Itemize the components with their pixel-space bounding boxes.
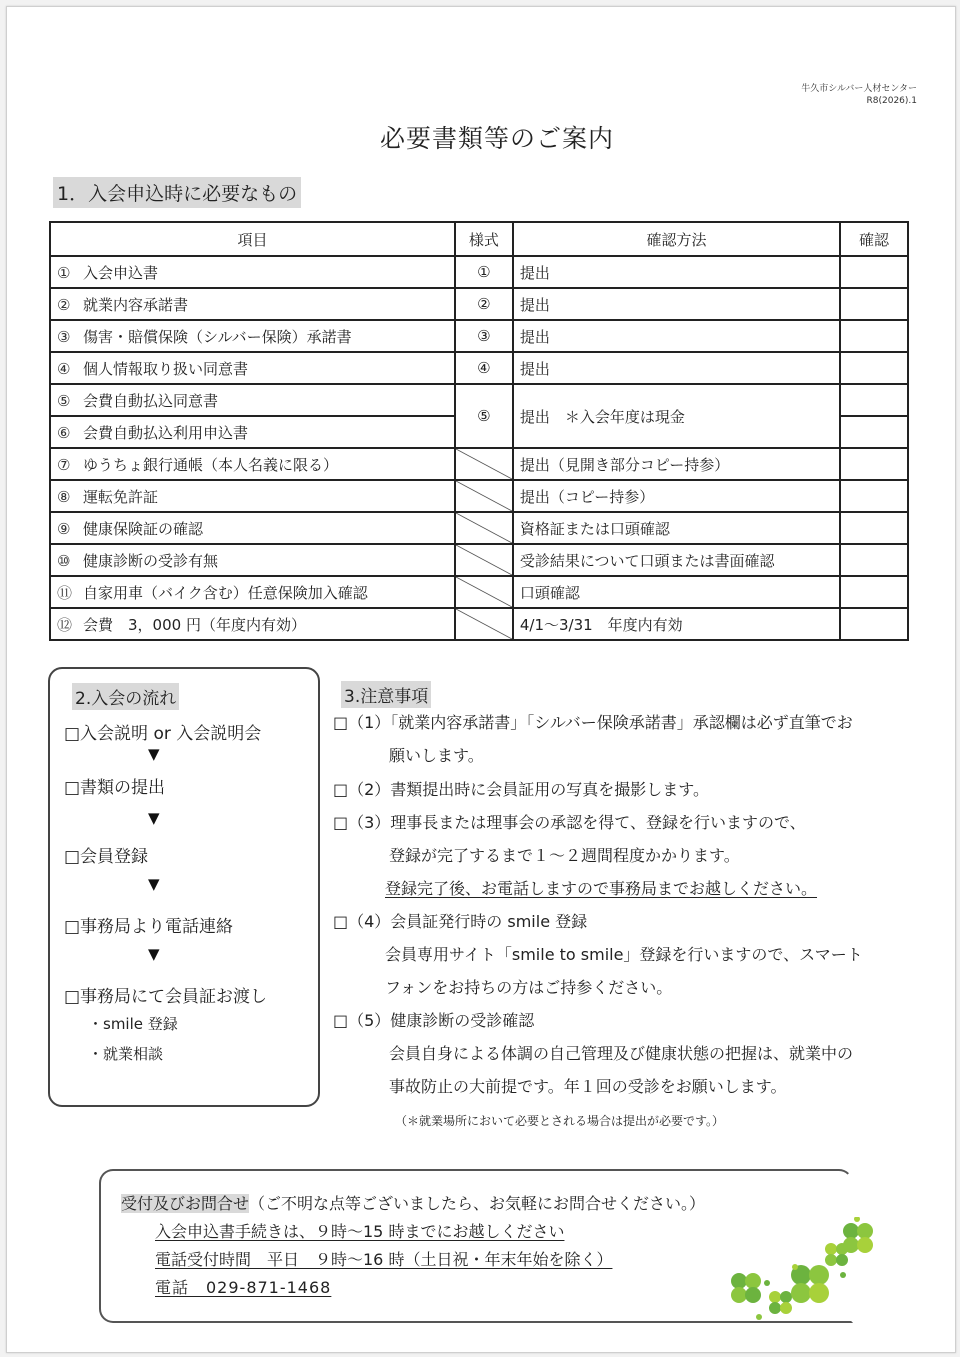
document-page bbox=[6, 6, 956, 1353]
item-number: ⑨ bbox=[57, 519, 71, 538]
item-number: ⑪ bbox=[57, 583, 73, 602]
form-cell-na bbox=[455, 608, 513, 640]
check-cell[interactable] bbox=[840, 256, 908, 288]
item-label: 会費自動払込利用申込書 bbox=[83, 423, 249, 442]
item-cell bbox=[50, 512, 455, 544]
item-number: ② bbox=[57, 295, 71, 314]
form-cell: ④ bbox=[455, 352, 513, 384]
method-cell: 資格証または口頭確認 bbox=[513, 512, 840, 544]
contact-heading-note: （ご不明な点等ございましたら、お気軽にお問合せください。） bbox=[249, 1194, 706, 1213]
method-cell: 提出（見開き部分コピー持参） bbox=[513, 448, 840, 480]
item-cell bbox=[50, 608, 455, 640]
flow-step: □書類の提出 bbox=[64, 778, 166, 798]
clover-icon bbox=[843, 1223, 873, 1253]
method-cell: 提出 bbox=[513, 320, 840, 352]
note-item-2: □（2）書類提出時に会員証用の写真を撮影します。 bbox=[333, 780, 710, 799]
item-label: 入会申込書 bbox=[83, 263, 159, 282]
down-arrow-icon: ▼ bbox=[148, 745, 160, 763]
table-row bbox=[50, 352, 908, 384]
item-label: 健康保険証の確認 bbox=[83, 519, 204, 538]
note-item-1: □（1）「就業内容承諾書」「シルバー保険承諾書」承認欄は必ず直筆でお bbox=[333, 713, 853, 732]
item-cell bbox=[50, 544, 455, 576]
item-label: 個人情報取り扱い同意書 bbox=[83, 359, 249, 378]
flow-sub-item: ・smile 登録 bbox=[88, 1015, 178, 1033]
check-cell[interactable] bbox=[840, 288, 908, 320]
form-cell-na bbox=[455, 448, 513, 480]
table-row bbox=[50, 288, 908, 320]
form-cell: ② bbox=[455, 288, 513, 320]
method-cell: 提出 bbox=[513, 352, 840, 384]
check-cell[interactable] bbox=[840, 480, 908, 512]
page-title: 必要書類等のご案内 bbox=[379, 124, 614, 153]
flow-step: □事務局より電話連絡 bbox=[64, 917, 234, 937]
form-cell-na bbox=[455, 576, 513, 608]
item-number: ⑫ bbox=[57, 615, 73, 634]
form-cell-na bbox=[455, 544, 513, 576]
contact-hours-phone: 電話受付時間 平日 ９時～16 時（土日祝・年末年始を除く） bbox=[155, 1250, 613, 1269]
form-cell: ③ bbox=[455, 320, 513, 352]
down-arrow-icon: ▼ bbox=[148, 875, 160, 893]
method-cell: 提出 ＊入会年度は現金 bbox=[513, 384, 840, 448]
item-cell bbox=[50, 384, 455, 416]
table-row bbox=[50, 480, 908, 512]
column-header-item: 項目 bbox=[50, 222, 455, 256]
method-cell: 提出 bbox=[513, 256, 840, 288]
item-cell bbox=[50, 416, 455, 448]
note-line: 願いします。 bbox=[389, 746, 484, 765]
table-row bbox=[50, 448, 908, 480]
note-line: 会員専用サイト「smile to smile」登録を行いますので、スマート bbox=[385, 945, 863, 964]
clover-decoration-icon bbox=[725, 1217, 875, 1327]
flow-step: □入会説明 or 入会説明会 bbox=[64, 724, 262, 744]
contact-phone-number[interactable]: 電話 029-871-1468 bbox=[155, 1278, 332, 1297]
note-small-print: （＊就業場所において必要とされる場合は提出が必要です。） bbox=[395, 1114, 725, 1128]
clover-icon bbox=[769, 1291, 792, 1314]
check-cell[interactable] bbox=[840, 512, 908, 544]
organization-name: 牛久市シルバー人材センター bbox=[801, 84, 917, 94]
item-cell bbox=[50, 352, 455, 384]
document-version: R8(2026).1 bbox=[866, 96, 917, 106]
table-row bbox=[50, 512, 908, 544]
note-line: 事故防止の大前提です。年１回の受診をお願いします。 bbox=[389, 1077, 787, 1096]
note-line: 登録が完了するまで１～２週間程度かかります。 bbox=[389, 846, 740, 865]
method-cell: 受診結果について口頭または書面確認 bbox=[513, 544, 840, 576]
clover-icon bbox=[731, 1273, 761, 1303]
down-arrow-icon: ▼ bbox=[148, 809, 160, 827]
form-cell-na bbox=[455, 512, 513, 544]
document-header-meta bbox=[767, 83, 917, 107]
form-cell-na bbox=[455, 480, 513, 512]
check-cell[interactable] bbox=[840, 608, 908, 640]
column-header-check: 確認 bbox=[840, 222, 908, 256]
method-cell: 4/1～3/31 年度内有効 bbox=[513, 608, 840, 640]
item-cell bbox=[50, 320, 455, 352]
method-cell: 口頭確認 bbox=[513, 576, 840, 608]
item-number: ⑧ bbox=[57, 487, 71, 506]
flow-step: □会員登録 bbox=[64, 847, 149, 867]
item-label: 就業内容承諾書 bbox=[83, 295, 189, 314]
check-cell[interactable] bbox=[840, 544, 908, 576]
item-number: ⑩ bbox=[57, 551, 71, 570]
item-cell bbox=[50, 480, 455, 512]
note-line: フォンをお持ちの方はご持参ください。 bbox=[385, 978, 673, 997]
check-cell[interactable] bbox=[840, 416, 908, 448]
item-label: 傷害・賠償保険（シルバー保険）承諾書 bbox=[83, 327, 352, 346]
table-header-row bbox=[50, 222, 908, 256]
method-cell: 提出（コピー持参） bbox=[513, 480, 840, 512]
section2-heading: 2.入会の流れ bbox=[72, 683, 179, 710]
required-documents-table bbox=[49, 221, 909, 641]
flow-sub-item: ・就業相談 bbox=[88, 1045, 164, 1063]
note-item-4: □（4）会員証発行時の smile 登録 bbox=[333, 912, 588, 931]
item-number: ⑦ bbox=[57, 455, 71, 474]
note-line: 会員自身による体調の自己管理及び健康状態の把握は、就業中の bbox=[389, 1044, 854, 1063]
check-cell[interactable] bbox=[840, 384, 908, 416]
item-label: 運転免許証 bbox=[83, 487, 159, 506]
table-row bbox=[50, 384, 908, 416]
item-label: 自家用車（バイク含む）任意保険加入確認 bbox=[83, 583, 368, 602]
note-underlined-line: 登録完了後、お電話しますので事務局までお越しください。 bbox=[385, 879, 818, 898]
check-cell[interactable] bbox=[840, 320, 908, 352]
section3-heading: 3.注意事項 bbox=[341, 681, 431, 708]
check-cell[interactable] bbox=[840, 448, 908, 480]
item-label: 会費自動払込同意書 bbox=[83, 391, 219, 410]
item-label: 健康診断の受診有無 bbox=[83, 551, 219, 570]
check-cell[interactable] bbox=[840, 352, 908, 384]
membership-flow-box bbox=[48, 667, 320, 1107]
item-cell bbox=[50, 448, 455, 480]
form-cell: ⑤ bbox=[455, 384, 513, 448]
method-cell: 提出 bbox=[513, 288, 840, 320]
clover-icon bbox=[791, 1265, 829, 1303]
item-number: ① bbox=[57, 263, 71, 282]
item-number: ④ bbox=[57, 359, 71, 378]
down-arrow-icon: ▼ bbox=[148, 945, 160, 963]
contact-heading bbox=[121, 1191, 705, 1214]
form-cell: ① bbox=[455, 256, 513, 288]
item-number: ⑤ bbox=[57, 391, 71, 410]
contact-hours-visit: 入会申込書手続きは、９時～15 時までにお越しください bbox=[155, 1222, 565, 1241]
table-row bbox=[50, 544, 908, 576]
item-number: ③ bbox=[57, 327, 71, 346]
column-header-method: 確認方法 bbox=[513, 222, 840, 256]
table-row bbox=[50, 256, 908, 288]
item-cell bbox=[50, 256, 455, 288]
section1-heading: 1．入会申込時に必要なもの bbox=[53, 177, 301, 208]
table-row bbox=[50, 320, 908, 352]
item-cell bbox=[50, 288, 455, 320]
check-cell[interactable] bbox=[840, 576, 908, 608]
item-number: ⑥ bbox=[57, 423, 71, 442]
item-label: ゆうちょ銀行通帳（本人名義に限る） bbox=[83, 455, 339, 474]
table-row bbox=[50, 608, 908, 640]
item-cell bbox=[50, 576, 455, 608]
column-header-form: 様式 bbox=[455, 222, 513, 256]
item-label: 会費 3，000 円（年度内有効） bbox=[83, 615, 306, 634]
contact-heading-label: 受付及びお問合せ bbox=[121, 1194, 250, 1213]
note-item-5: □（5）健康診断の受診確認 bbox=[333, 1011, 535, 1030]
table-row bbox=[50, 576, 908, 608]
note-item-3: □（3）理事長または理事会の承認を得て、登録を行いますので、 bbox=[333, 813, 806, 832]
flow-step: □事務局にて会員証お渡し bbox=[64, 987, 268, 1007]
